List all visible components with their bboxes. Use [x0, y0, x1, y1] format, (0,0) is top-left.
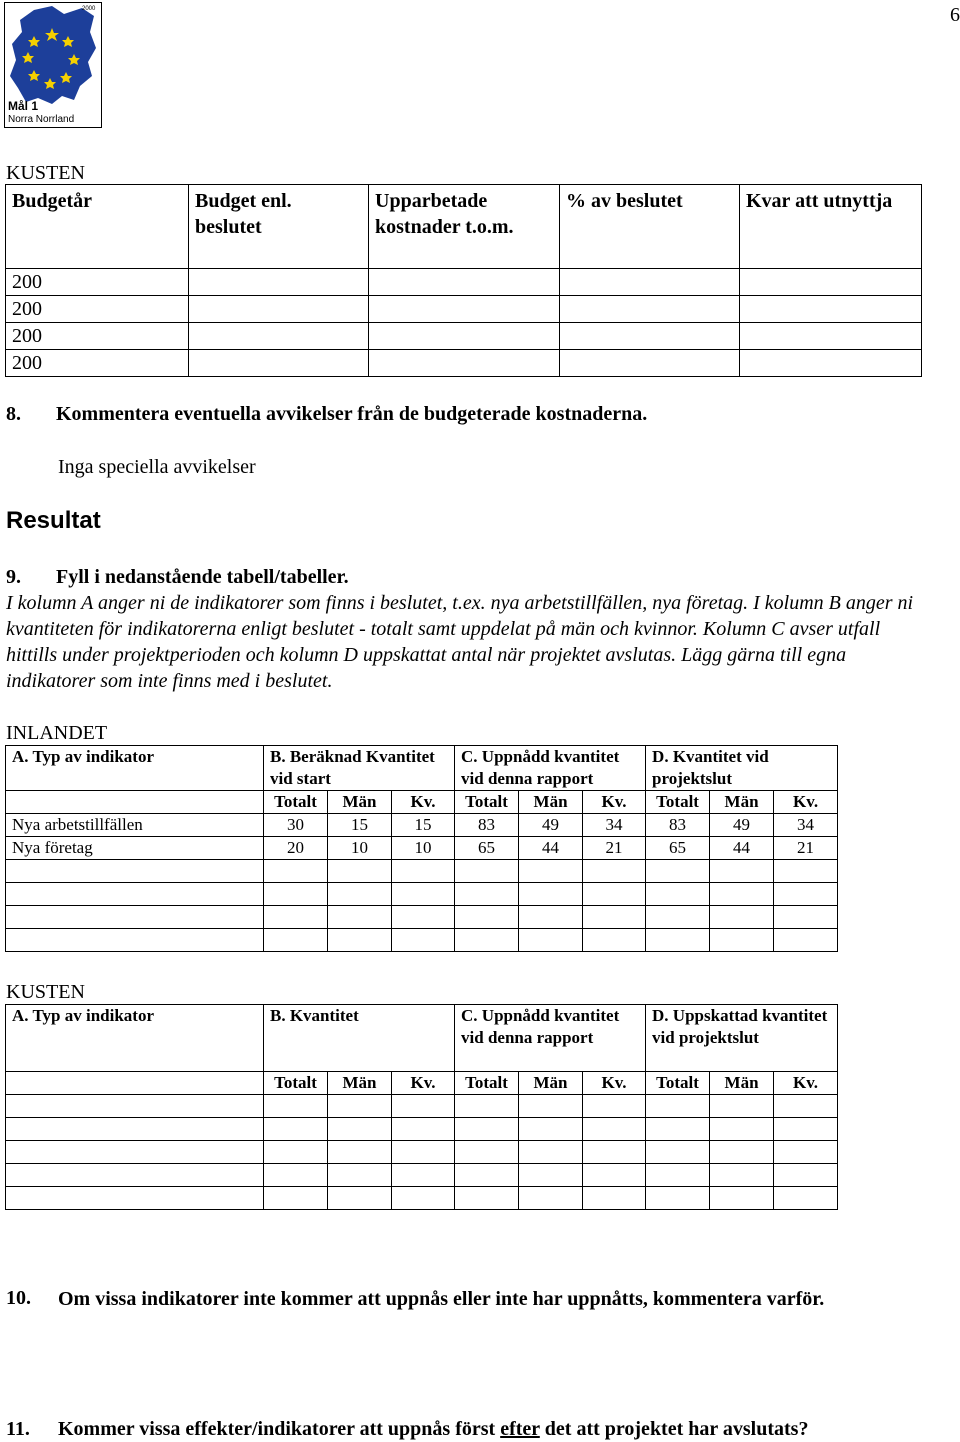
table-cell	[740, 323, 922, 350]
empty-cell	[774, 1187, 838, 1210]
col-procent-av-beslutet: % av beslutet	[560, 185, 740, 269]
empty-cell	[774, 1095, 838, 1118]
year-cell: 200	[6, 296, 189, 323]
question-number: 11.	[6, 1418, 30, 1440]
value-cell: 20	[264, 837, 328, 860]
empty-cell	[6, 1164, 264, 1187]
empty-cell	[646, 860, 710, 883]
table-cell	[740, 296, 922, 323]
sub-header: Män	[328, 791, 392, 814]
empty-cell	[646, 1118, 710, 1141]
col-kvar-att-utnyttja: Kvar att utnyttja	[740, 185, 922, 269]
empty-cell	[710, 860, 774, 883]
value-cell: 21	[583, 837, 646, 860]
value-cell: 83	[455, 814, 519, 837]
empty-cell	[519, 906, 583, 929]
empty-cell	[455, 1187, 519, 1210]
table-row	[6, 296, 922, 323]
table-row	[6, 1187, 838, 1210]
empty-cell	[519, 1141, 583, 1164]
empty-cell	[264, 906, 328, 929]
empty-cell	[264, 1164, 328, 1187]
empty-cell	[583, 860, 646, 883]
table-row	[6, 350, 922, 377]
sub-header-blank	[6, 791, 264, 814]
sub-header: Män	[328, 1072, 392, 1095]
value-cell: 30	[264, 814, 328, 837]
empty-cell	[328, 860, 392, 883]
table-cell	[560, 323, 740, 350]
col-a-header: A. Typ av indikator	[6, 746, 264, 791]
col-budgetar: Budgetår	[6, 185, 189, 269]
question-title-emphasis: efter	[500, 1418, 540, 1440]
sub-header: Totalt	[264, 1072, 328, 1095]
empty-cell	[646, 1164, 710, 1187]
empty-cell	[646, 883, 710, 906]
empty-cell	[455, 929, 519, 952]
table-row	[6, 1118, 838, 1141]
question-title: Fyll i nedanstående tabell/tabeller.	[56, 566, 349, 588]
table-cell	[369, 296, 560, 323]
empty-cell	[392, 1164, 455, 1187]
empty-cell	[519, 883, 583, 906]
empty-cell	[455, 1141, 519, 1164]
mal1-logo	[4, 2, 102, 128]
logo-sub-text: Norra Norrland	[8, 114, 75, 125]
empty-cell	[583, 906, 646, 929]
value-cell: 15	[392, 814, 455, 837]
empty-cell	[646, 1141, 710, 1164]
empty-cell	[6, 1187, 264, 1210]
indicator-label: Nya företag	[6, 837, 264, 860]
value-cell: 65	[646, 837, 710, 860]
empty-cell	[710, 906, 774, 929]
table-cell	[740, 269, 922, 296]
col-a-header: A. Typ av indikator	[6, 1005, 264, 1072]
empty-cell	[710, 1164, 774, 1187]
empty-cell	[455, 1164, 519, 1187]
value-cell: 15	[328, 814, 392, 837]
empty-cell	[583, 883, 646, 906]
empty-cell	[6, 1141, 264, 1164]
empty-cell	[774, 883, 838, 906]
empty-cell	[392, 1095, 455, 1118]
empty-cell	[264, 1095, 328, 1118]
sub-header: Totalt	[264, 791, 328, 814]
sub-header: Män	[710, 1072, 774, 1095]
value-cell: 83	[646, 814, 710, 837]
question-title: Om vissa indikatorer inte kommer att uppnås eller inte har uppnåtts, kommentera varför.	[58, 1288, 825, 1310]
value-cell: 10	[328, 837, 392, 860]
empty-cell	[328, 929, 392, 952]
empty-cell	[774, 1164, 838, 1187]
question-11	[6, 1417, 926, 1441]
table-row	[6, 1095, 838, 1118]
sub-header: Män	[710, 791, 774, 814]
empty-cell	[6, 883, 264, 906]
year-cell: 200	[6, 323, 189, 350]
table-cell	[560, 269, 740, 296]
empty-cell	[646, 929, 710, 952]
empty-cell	[455, 1118, 519, 1141]
table-cell	[369, 323, 560, 350]
col-c-header: C. Uppnådd kvantitet vid denna rapport	[455, 746, 646, 791]
table-cell	[369, 269, 560, 296]
question-10	[6, 1286, 926, 1313]
question-9	[6, 565, 349, 589]
empty-cell	[774, 1118, 838, 1141]
table-row	[6, 906, 838, 929]
empty-cell	[710, 883, 774, 906]
empty-cell	[264, 1141, 328, 1164]
empty-cell	[710, 1187, 774, 1210]
empty-cell	[6, 860, 264, 883]
empty-cell	[264, 860, 328, 883]
table-cell	[560, 350, 740, 377]
empty-cell	[392, 1141, 455, 1164]
question-title-start: Kommer vissa effekter/indikatorer att uppnås först	[58, 1418, 496, 1440]
empty-cell	[328, 1095, 392, 1118]
empty-cell	[392, 906, 455, 929]
empty-cell	[6, 906, 264, 929]
kusten-indicator-table	[5, 1004, 838, 1210]
empty-cell	[264, 1187, 328, 1210]
table-row	[6, 929, 838, 952]
question-8-answer: Inga speciella avvikelser	[58, 456, 256, 478]
logo-year-top: 2000	[82, 6, 96, 12]
sub-header: Totalt	[646, 1072, 710, 1095]
resultat-heading: Resultat	[6, 507, 101, 534]
empty-cell	[774, 929, 838, 952]
empty-cell	[392, 1118, 455, 1141]
value-cell: 65	[455, 837, 519, 860]
year-cell: 200	[6, 269, 189, 296]
sub-header: Män	[519, 791, 583, 814]
empty-cell	[583, 1164, 646, 1187]
sub-header-blank	[6, 1072, 264, 1095]
empty-cell	[710, 1118, 774, 1141]
question-number: 10.	[6, 1287, 31, 1309]
empty-cell	[264, 929, 328, 952]
value-cell: 10	[392, 837, 455, 860]
kusten-budget-table	[5, 184, 922, 377]
empty-cell	[583, 1095, 646, 1118]
empty-cell	[583, 929, 646, 952]
table-cell	[189, 269, 369, 296]
sub-header: Kv.	[774, 791, 838, 814]
value-cell: 21	[774, 837, 838, 860]
kusten-indicator-heading: KUSTEN	[6, 981, 85, 1003]
empty-cell	[646, 1187, 710, 1210]
sub-header: Män	[519, 1072, 583, 1095]
sub-header: Kv.	[774, 1072, 838, 1095]
empty-cell	[710, 1095, 774, 1118]
inlandet-heading: INLANDET	[6, 722, 108, 744]
empty-cell	[710, 1141, 774, 1164]
empty-cell	[328, 883, 392, 906]
empty-cell	[392, 883, 455, 906]
empty-cell	[328, 1164, 392, 1187]
table-row	[6, 1164, 838, 1187]
empty-cell	[264, 1118, 328, 1141]
table-row	[6, 814, 838, 837]
sub-header: Kv.	[583, 791, 646, 814]
question-title-end: det att projektet har avslutats?	[544, 1418, 809, 1440]
question-number: 8.	[6, 403, 21, 425]
table-cell	[740, 350, 922, 377]
sub-header: Totalt	[646, 791, 710, 814]
table-row	[6, 883, 838, 906]
empty-cell	[392, 860, 455, 883]
sub-header: Totalt	[455, 1072, 519, 1095]
table-row	[6, 269, 922, 296]
sub-header: Kv.	[392, 791, 455, 814]
empty-cell	[646, 1095, 710, 1118]
empty-cell	[774, 1141, 838, 1164]
value-cell: 49	[519, 814, 583, 837]
empty-cell	[6, 929, 264, 952]
sub-header: Kv.	[392, 1072, 455, 1095]
logo-main-text: Mål 1	[8, 99, 39, 113]
value-cell: 34	[583, 814, 646, 837]
col-b-header: B. Kvantitet	[264, 1005, 455, 1072]
empty-cell	[710, 929, 774, 952]
empty-cell	[519, 1164, 583, 1187]
sub-header: Totalt	[455, 791, 519, 814]
table-cell	[369, 350, 560, 377]
col-budget-enl-beslutet: Budget enl. beslutet	[189, 185, 369, 269]
kusten-budget-heading: KUSTEN	[6, 162, 85, 184]
empty-cell	[6, 1118, 264, 1141]
empty-cell	[519, 1187, 583, 1210]
question-title: Kommentera eventuella avvikelser från de budgeterade kostnaderna.	[56, 403, 648, 425]
empty-cell	[328, 1187, 392, 1210]
empty-cell	[774, 860, 838, 883]
col-d-header: D. Kvantitet vid projektslut	[646, 746, 838, 791]
empty-cell	[455, 883, 519, 906]
empty-cell	[264, 883, 328, 906]
page-number: 6	[950, 4, 960, 26]
empty-cell	[328, 1118, 392, 1141]
table-row	[6, 837, 838, 860]
col-b-header: B. Beräknad Kvantitet vid start	[264, 746, 455, 791]
inlandet-indicator-table	[5, 745, 838, 952]
value-cell: 49	[710, 814, 774, 837]
table-row	[6, 860, 838, 883]
empty-cell	[392, 1187, 455, 1210]
year-cell: 200	[6, 350, 189, 377]
table-cell	[189, 296, 369, 323]
empty-cell	[455, 860, 519, 883]
empty-cell	[583, 1118, 646, 1141]
table-row	[6, 323, 922, 350]
empty-cell	[328, 1141, 392, 1164]
col-c-header: C. Uppnådd kvantitet vid denna rapport	[455, 1005, 646, 1072]
empty-cell	[328, 906, 392, 929]
value-cell: 44	[519, 837, 583, 860]
empty-cell	[583, 1141, 646, 1164]
table-row	[6, 1141, 838, 1164]
value-cell: 44	[710, 837, 774, 860]
empty-cell	[519, 929, 583, 952]
empty-cell	[6, 1095, 264, 1118]
table-cell	[560, 296, 740, 323]
indicator-label: Nya arbetstillfällen	[6, 814, 264, 837]
question-number: 9.	[6, 566, 21, 588]
empty-cell	[519, 1095, 583, 1118]
empty-cell	[455, 906, 519, 929]
question-9-instructions: I kolumn A anger ni de indikatorer som finns i beslutet, t.ex. nya arbetstillfällen, nya företag. I kolumn B anger ni kvantiteten för indikatorerna enligt beslutet - totalt samt uppdelat på män och kvinnor. Kolumn C avser utfall hittills under projektperioden och kolumn D uppskattat antal när projektet avslutas. Lägg gärna till egna indikatorer som inte finns med i beslutet.	[6, 592, 914, 692]
table-cell	[189, 323, 369, 350]
empty-cell	[392, 929, 455, 952]
table-cell	[189, 350, 369, 377]
empty-cell	[583, 1187, 646, 1210]
empty-cell	[519, 860, 583, 883]
sub-header: Kv.	[583, 1072, 646, 1095]
value-cell: 34	[774, 814, 838, 837]
col-d-header: D. Uppskattad kvantitet vid projektslut	[646, 1005, 838, 1072]
col-upparbetade: Upparbetade kostnader t.o.m.	[369, 185, 560, 269]
empty-cell	[774, 906, 838, 929]
question-8	[6, 402, 647, 426]
empty-cell	[455, 1095, 519, 1118]
empty-cell	[519, 1118, 583, 1141]
empty-cell	[646, 906, 710, 929]
